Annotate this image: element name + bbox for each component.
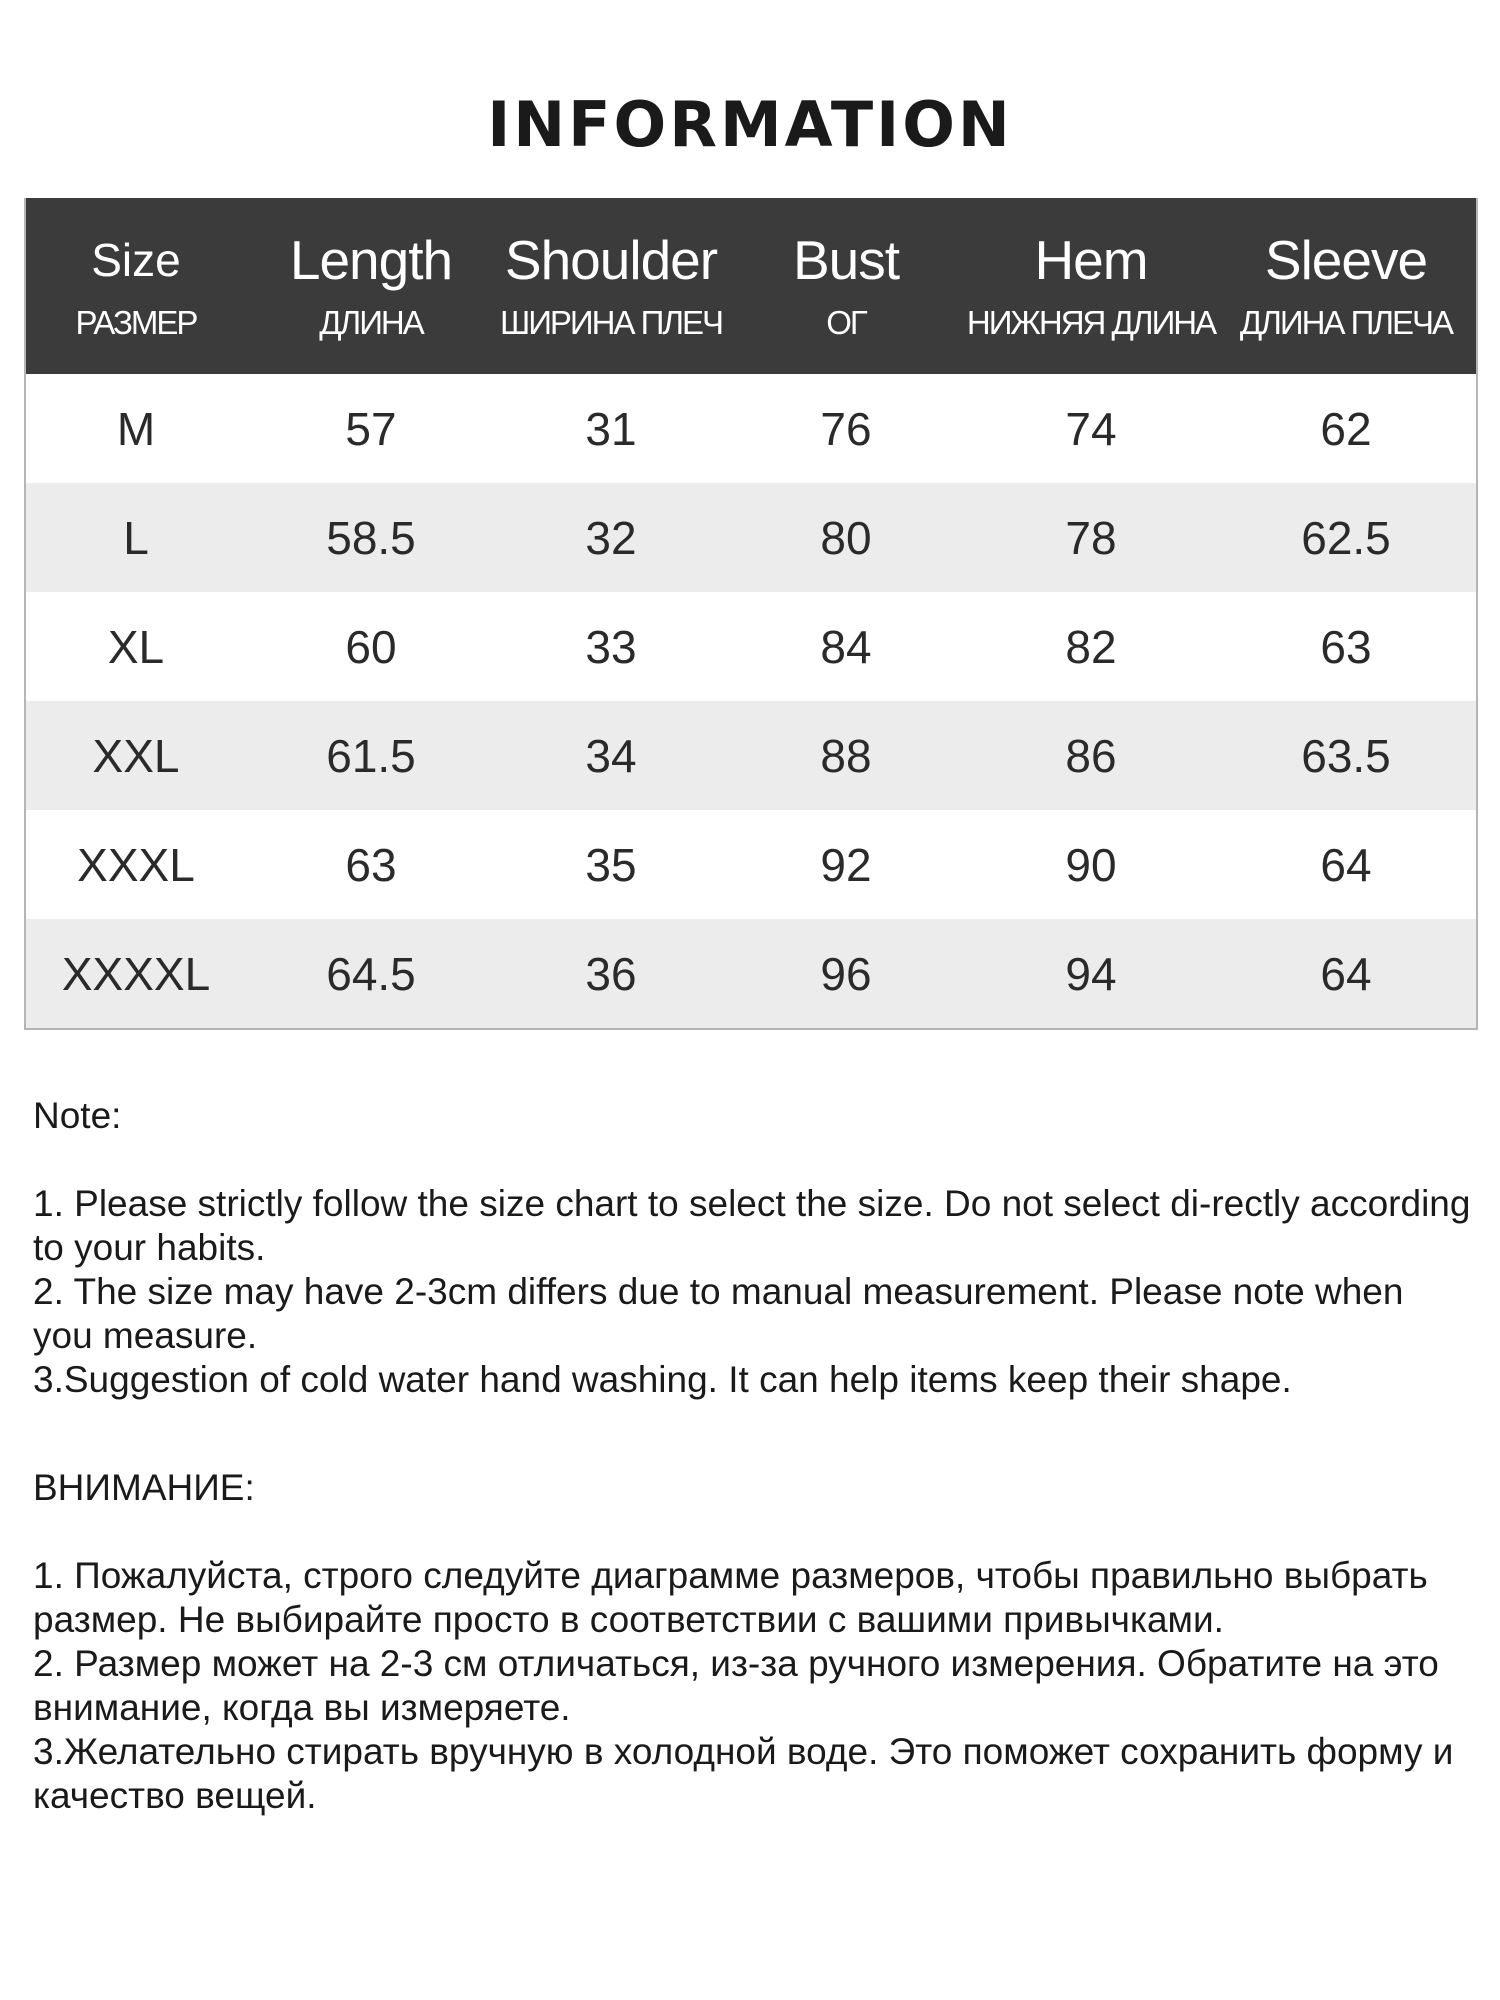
- cell-length: 57: [345, 402, 397, 455]
- header-length: [246, 198, 496, 374]
- cell-hem: 86: [1065, 729, 1117, 782]
- cell-length: 60: [345, 620, 397, 673]
- note-russian-block: [33, 1466, 1473, 1818]
- table-body: [26, 374, 1476, 1028]
- cell-shoulder: 33: [585, 620, 637, 673]
- cell-size: XXL: [92, 729, 180, 782]
- header-size: [26, 198, 246, 374]
- header-shoulder-en: Shoulder: [504, 229, 718, 291]
- cell-bust: 84: [820, 620, 872, 673]
- header-hem-ru: НИЖНЯЯ ДЛИНА: [966, 304, 1216, 341]
- page-title: INFORMATION: [487, 88, 1013, 161]
- note-item-ru: 2. Размер может на 2-3 см отличаться, из-за ручного измерения. Обратите на это внимание, когда вы измеряете.: [33, 1643, 1439, 1728]
- table-row: [26, 374, 1476, 483]
- header-size-en: Size: [91, 234, 181, 286]
- header-length-ru: ДЛИНА: [319, 304, 423, 341]
- table-row: [26, 810, 1476, 919]
- note-item-en: 2. The size may have 2-3cm differs due to manual measurement. Please note when you measure.: [33, 1271, 1404, 1356]
- cell-sleeve: 62: [1320, 402, 1372, 455]
- cell-hem: 78: [1065, 511, 1117, 564]
- cell-shoulder: 34: [585, 729, 637, 782]
- cell-sleeve: 64: [1320, 838, 1372, 891]
- note-heading-en: Note:: [33, 1095, 122, 1136]
- header-shoulder-ru: ШИРИНА ПЛЕЧ: [499, 304, 723, 341]
- header-hem-en: Hem: [1034, 229, 1148, 291]
- cell-bust: 76: [820, 402, 872, 455]
- cell-length: 64.5: [326, 947, 416, 1000]
- cell-length: 63: [345, 838, 397, 891]
- cell-size: L: [123, 511, 149, 564]
- header-sleeve-ru: ДЛИНА ПЛЕЧА: [1239, 304, 1453, 341]
- table-row: [26, 483, 1476, 592]
- cell-bust: 96: [820, 947, 872, 1000]
- cell-shoulder: 35: [585, 838, 637, 891]
- note-item-en: 3.Suggestion of cold water hand washing. It can help items keep their shape.: [33, 1359, 1292, 1400]
- header-bust: [726, 198, 966, 374]
- note-item-ru: 3.Желательно стирать вручную в холодной воде. Это поможет сохранить форму и качество вещей.: [33, 1731, 1454, 1816]
- cell-hem: 90: [1065, 838, 1117, 891]
- cell-bust: 92: [820, 838, 872, 891]
- cell-sleeve: 62.5: [1301, 511, 1391, 564]
- note-heading-ru: ВНИМАНИЕ:: [33, 1467, 255, 1508]
- header-sleeve: [1216, 198, 1476, 374]
- note-item-ru: 1. Пожалуйста, строго следуйте диаграмме размеров, чтобы правильно выбрать размер. Не выбирайте просто в соответствии с вашими привычками.: [33, 1555, 1428, 1640]
- cell-shoulder: 36: [585, 947, 637, 1000]
- header-bust-ru: ОГ: [826, 304, 866, 341]
- cell-length: 58.5: [326, 511, 416, 564]
- note-english-block: [33, 1094, 1473, 1402]
- cell-hem: 94: [1065, 947, 1117, 1000]
- cell-bust: 88: [820, 729, 872, 782]
- table-header: [26, 198, 1476, 374]
- note-list-ru: [33, 1554, 1473, 1818]
- cell-size: M: [116, 402, 156, 455]
- note-list-en: [33, 1182, 1473, 1402]
- table-row: [26, 592, 1476, 701]
- table-row: [26, 919, 1476, 1028]
- cell-size: XL: [107, 620, 165, 673]
- header-hem: [966, 198, 1216, 374]
- cell-hem: 74: [1065, 402, 1117, 455]
- cell-hem: 82: [1065, 620, 1117, 673]
- header-size-ru: РАЗМЕР: [75, 304, 197, 341]
- cell-size: XXXXL: [61, 947, 211, 1000]
- size-chart-table: [24, 198, 1478, 1030]
- notes-section: [33, 1094, 1473, 1818]
- cell-length: 61.5: [326, 729, 416, 782]
- cell-sleeve: 63.5: [1301, 729, 1391, 782]
- header-sleeve-en: Sleeve: [1264, 229, 1428, 291]
- cell-shoulder: 32: [585, 511, 637, 564]
- table-row: [26, 701, 1476, 810]
- cell-bust: 80: [820, 511, 872, 564]
- cell-sleeve: 64: [1320, 947, 1372, 1000]
- header-bust-en: Bust: [792, 229, 900, 291]
- header-length-en: Length: [289, 229, 453, 291]
- cell-sleeve: 63: [1320, 620, 1372, 673]
- cell-shoulder: 31: [585, 402, 637, 455]
- cell-size: XXXL: [77, 838, 195, 891]
- header-shoulder: [496, 198, 726, 374]
- note-item-en: 1. Please strictly follow the size chart to select the size. Do not select di-rectly according to your habits.: [33, 1183, 1471, 1268]
